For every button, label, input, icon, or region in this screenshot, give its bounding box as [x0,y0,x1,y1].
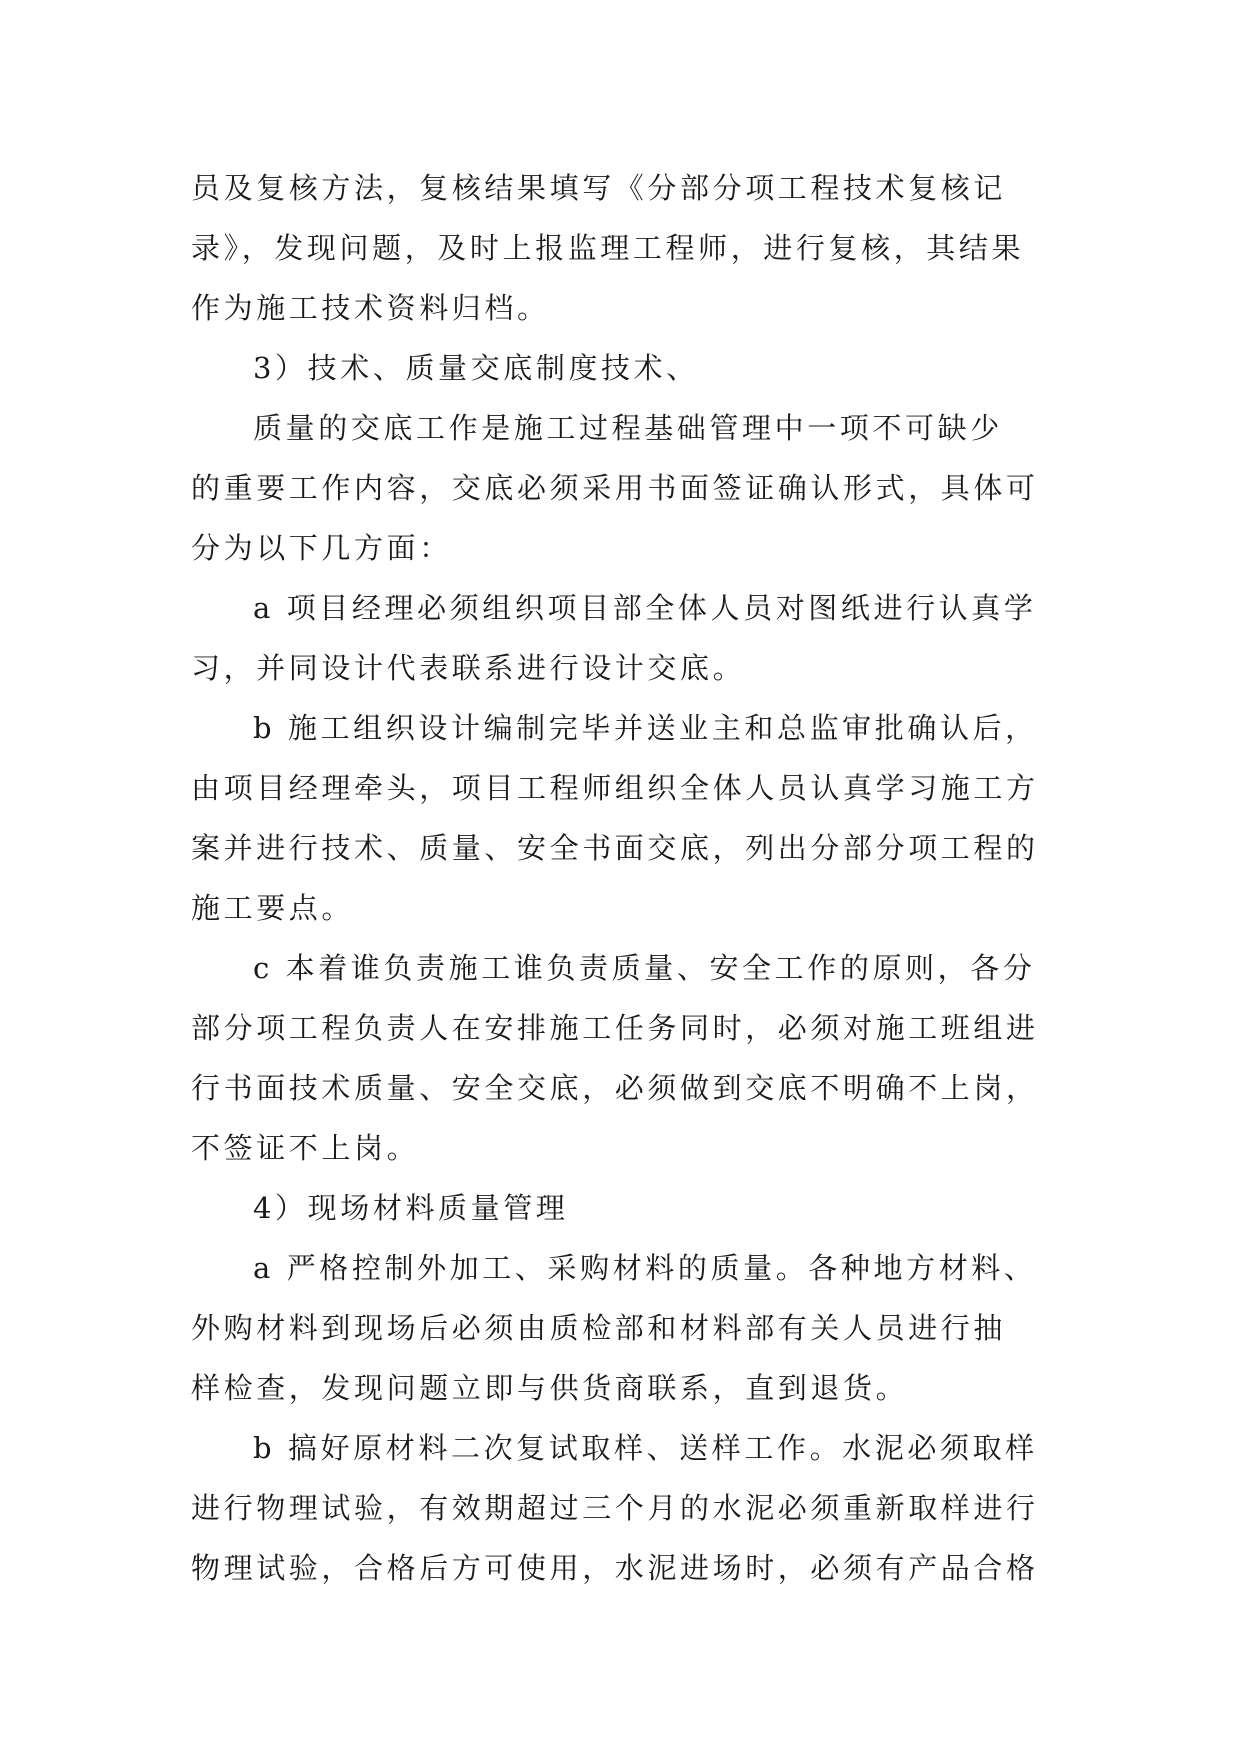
text-line: 案并进行技术、质量、安全书面交底，列出分部分项工程的 [191,831,1039,865]
text-line: 习，并同设计代表联系进行设计交底。 [191,651,746,685]
text-line: 物理试验，合格后方可使用，水泥进场时，必须有产品合格 [191,1551,1039,1585]
text-line: 的重要工作内容，交底必须采用书面签证确认形式，具体可 [191,471,1039,505]
text-line: b 施工组织设计编制完毕并送业主和总监审批确认后， [253,711,1038,745]
text-line: 质量的交底工作是施工过程基础管理中一项不可缺少 [253,411,1003,445]
text-line: 外购材料到现场后必须由质检部和材料部有关人员进行抽 [191,1311,1007,1345]
text-line: 施工要点。 [191,891,355,925]
text-line: 录》，发现问题，及时上报监理工程师，进行复核，其结果 [191,231,1025,265]
text-line: 分为以下几方面： [191,531,452,565]
section-heading: 4）现场材料质量管理 [253,1191,569,1225]
text-line: 样检查，发现问题立即与供货商联系，直到退货。 [191,1371,909,1405]
text-line: 作为施工技术资料归档。 [191,291,550,325]
text-line: a 项目经理必须组织项目部全体人员对图纸进行认真学 [253,591,1037,625]
text-line: a 严格控制外加工、采购材料的质量。各种地方材料、 [253,1251,1037,1285]
text-line: c 本着谁负责施工谁负责质量、安全工作的原则，各分 [253,951,1036,985]
document-body [191,158,1071,1598]
text-line: b 搞好原材料二次复试取样、送样工作。水泥必须取样 [253,1431,1038,1465]
text-line: 不签证不上岗。 [191,1131,420,1165]
text-line: 行书面技术质量、安全交底，必须做到交底不明确不上岗， [191,1071,1039,1105]
text-line: 进行物理试验，有效期超过三个月的水泥必须重新取样进行 [191,1491,1039,1525]
text-line: 部分项工程负责人在安排施工任务同时，必须对施工班组进 [191,1011,1039,1045]
text-line: 由项目经理牵头，项目工程师组织全体人员认真学习施工方 [191,771,1039,805]
text-line: 员及复核方法，复核结果填写《分部分项工程技术复核记 [191,171,1007,205]
section-heading: 3）技术、质量交底制度技术、 [253,351,699,385]
